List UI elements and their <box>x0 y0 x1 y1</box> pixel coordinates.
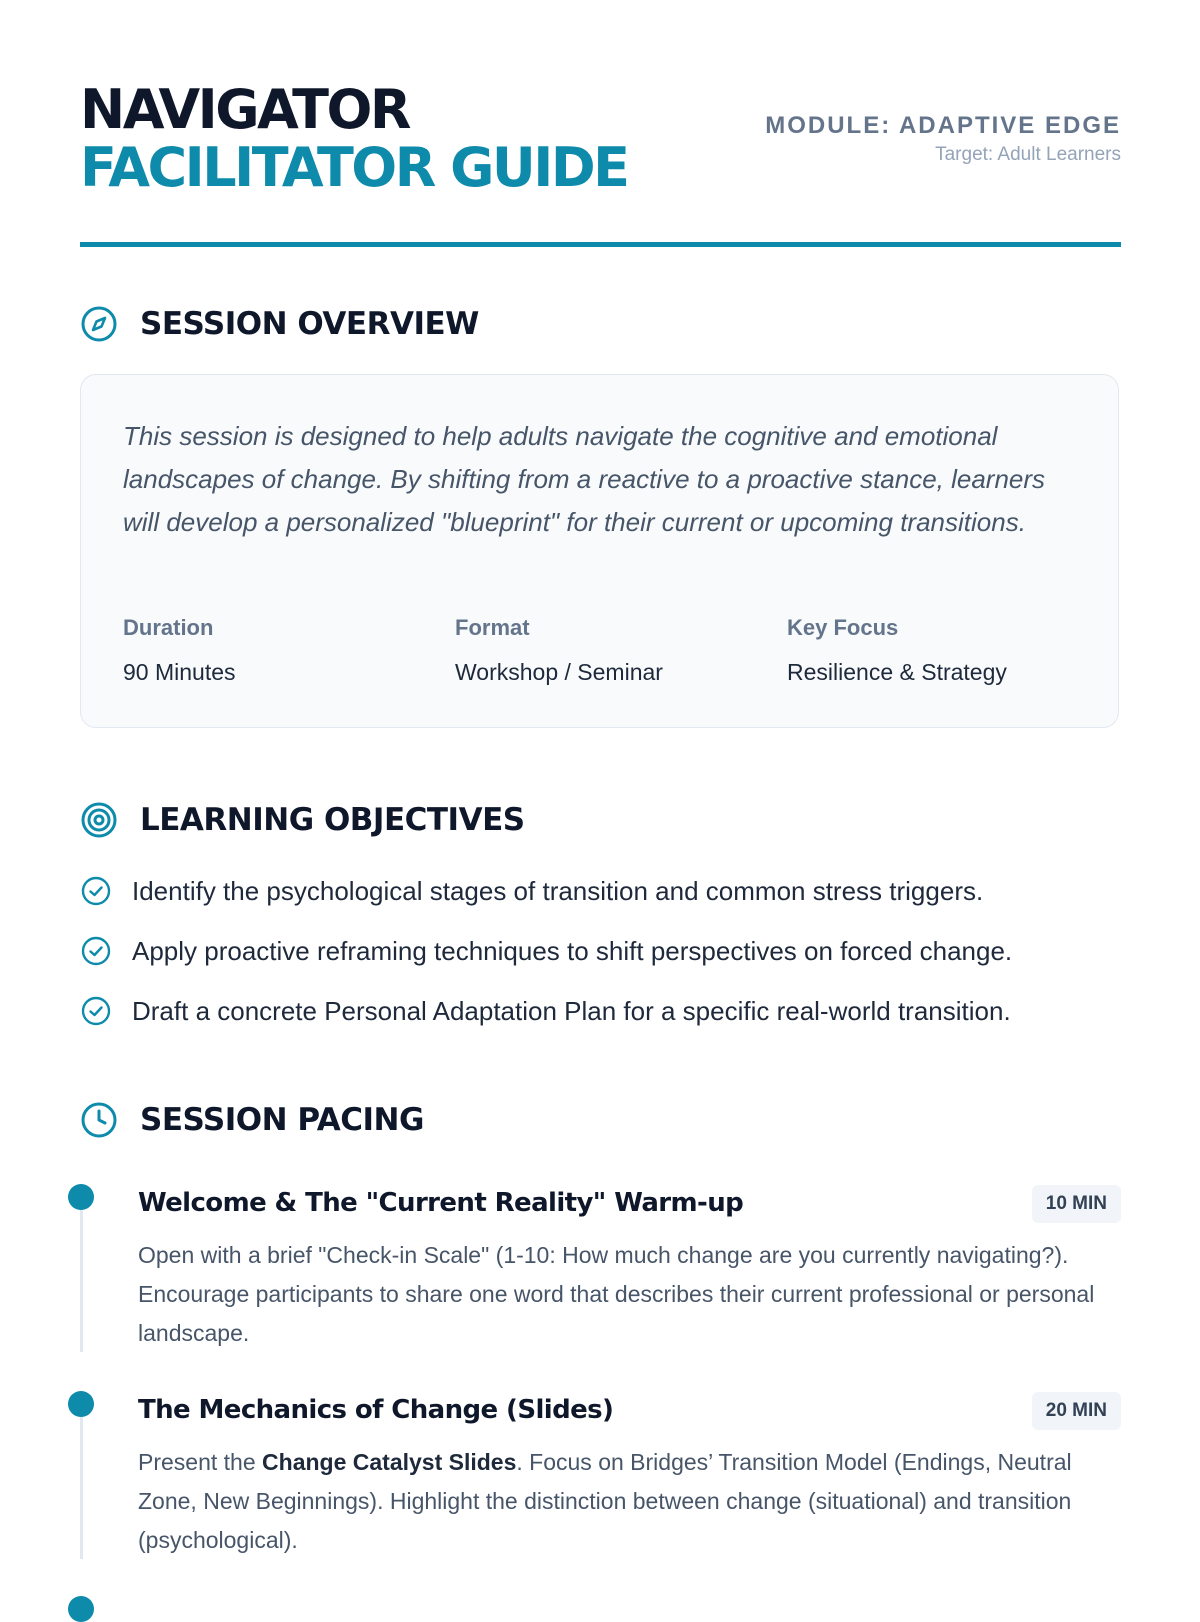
target-audience: Target: Adult Learners <box>935 144 1121 165</box>
check-circle-icon <box>80 935 112 967</box>
session-pacing-heading <box>80 1098 424 1142</box>
meta-value: Workshop / Seminar <box>455 659 663 685</box>
header <box>80 80 1121 240</box>
pacing-step-title: Welcome & The "Current Reality" Warm-up <box>138 1188 744 1218</box>
meta-label: Duration <box>123 615 214 640</box>
meta-duration <box>123 615 236 686</box>
overview-description: This session is designed to help adults navigate the cognitive and emotional landscapes of change. By shifting from a reactive to a proactive stance, learners will develop a personalized "blueprint" for their current or upcoming transitions. <box>123 421 1046 537</box>
meta-value: Resilience & Strategy <box>787 659 1007 685</box>
duration-badge: 20 MIN <box>1032 1392 1121 1430</box>
title-line-2: FACILITATOR GUIDE <box>80 136 628 199</box>
objective-item <box>80 931 1012 971</box>
timeline-dot <box>68 1184 94 1210</box>
timeline-line <box>80 1210 83 1352</box>
module-label: MODULE: ADAPTIVE EDGE <box>765 112 1121 139</box>
meta-label: Format <box>455 615 530 640</box>
duration-badge: 10 MIN <box>1032 1185 1121 1223</box>
title-line-1: NAVIGATOR <box>80 78 409 141</box>
change-catalyst-slides-reference: Change Catalyst Slides <box>262 1449 517 1475</box>
pacing-step-body: Open with a brief "Check-in Scale" (1-10: How much change are you currently navigating?). Encourage participants to share one word that describes their current professional or personal landscape. <box>138 1242 1095 1346</box>
section-title: SESSION PACING <box>140 1102 424 1138</box>
body-text: Present the <box>138 1449 263 1475</box>
objective-item <box>80 871 983 911</box>
pacing-step-title: The Mechanics of Change (Slides) <box>138 1395 614 1425</box>
body-text: . Focus on Bridges’ Transition Model (Endings, Neutral Zone, New Beginnings). Highlight the distinction between change (situational) and transition (psychological). <box>138 1449 1072 1553</box>
check-circle-icon <box>80 875 112 907</box>
meta-key-focus <box>787 615 1007 686</box>
meta-value: 90 Minutes <box>123 659 236 685</box>
learning-objectives-heading <box>80 798 525 842</box>
meta-format <box>455 615 663 686</box>
meta-label: Key Focus <box>787 615 899 640</box>
timeline-dot <box>68 1391 94 1417</box>
target-icon <box>80 801 118 839</box>
pacing-step-body <box>138 1443 1098 1560</box>
section-title: SESSION OVERVIEW <box>140 306 479 342</box>
objective-text: Identify the psychological stages of transition and common stress triggers. <box>132 875 984 906</box>
compass-icon <box>80 305 118 343</box>
clock-icon <box>80 1101 118 1139</box>
overview-card <box>80 374 1119 728</box>
timeline-line <box>80 1417 83 1559</box>
objective-item <box>80 991 1011 1031</box>
check-circle-icon <box>80 995 112 1027</box>
objective-text: Draft a concrete Personal Adaptation Plan for a specific real-world transition. <box>132 995 1011 1026</box>
session-overview-heading <box>80 302 479 346</box>
section-title: LEARNING OBJECTIVES <box>140 802 525 838</box>
objective-text: Apply proactive reframing techniques to shift perspectives on forced change. <box>132 935 1013 966</box>
header-divider <box>80 242 1121 247</box>
